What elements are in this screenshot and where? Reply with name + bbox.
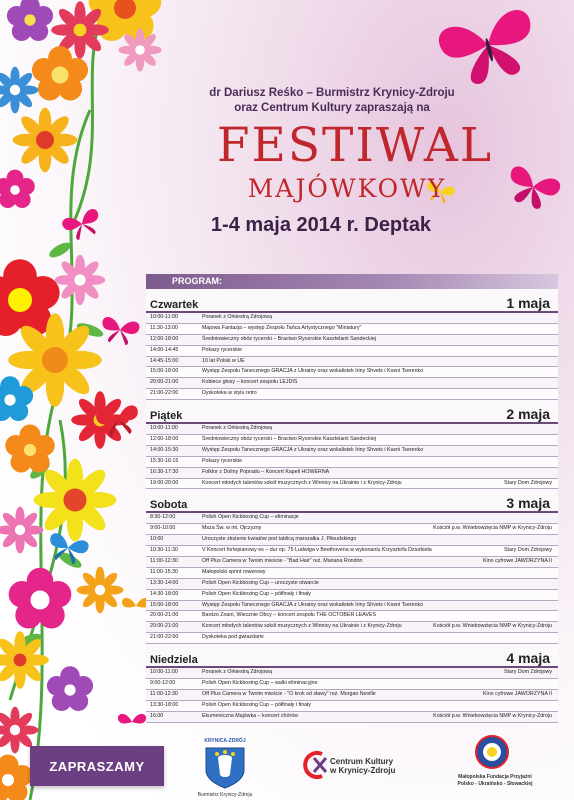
day-name: Czwartek [150, 299, 199, 311]
schedule-row [146, 313, 558, 324]
event-time: 16:30-17:30 [150, 468, 179, 475]
event-name: Kobiece głosy – koncert zespołu LEJDIS [202, 379, 298, 386]
festival-dates: 1-4 maja 2014 r. Deptak [210, 214, 432, 236]
festival-subtitle: MAJÓWKOWY [247, 174, 447, 203]
schedule-row [146, 557, 558, 568]
schedule-row [146, 378, 558, 389]
event-time: 13:30-18:00 [150, 701, 179, 708]
intro-line-1: dr Dariusz Reśko – Burmistrz Krynicy-Zdroju [209, 87, 455, 99]
event-time: 14:00-15:30 [150, 446, 179, 453]
event-place: Kino cyfrowe JAWORZYNA II [483, 558, 552, 565]
event-place [552, 424, 558, 434]
event-place [552, 346, 558, 356]
event-place: Stary Dom Zdrojowy [504, 479, 552, 486]
event-place [552, 579, 558, 589]
day-header [146, 493, 558, 513]
ck-logo-line-2: w Krynicy-Zdroju [330, 766, 396, 775]
schedule-row [146, 324, 558, 335]
day-schedule [146, 424, 558, 489]
schedule-row [146, 346, 558, 357]
event-name: Poranek z Orkiestrą Zdrojową [202, 425, 273, 432]
event-time: 15:00-18:00 [150, 368, 179, 375]
schedule-row [146, 424, 558, 435]
event-time: 21:00-22:00 [150, 390, 179, 397]
schedule-row [146, 335, 558, 346]
event-place [552, 468, 558, 478]
event-time: 12:00-18:00 [150, 335, 179, 342]
event-name: Koncert młodych talentów szkół muzycznych z Winnicy na Ukrainie i z Krynicy-Zdroju [202, 623, 402, 630]
schedule-row [146, 535, 558, 546]
day-header [146, 648, 558, 668]
schedule-row [146, 524, 558, 535]
event-name: Pokazy rycerskie [202, 346, 243, 353]
day-header [146, 293, 558, 313]
day-date: 4 maja [506, 650, 550, 667]
schedule-row [146, 446, 558, 457]
ck-logo-icon [300, 748, 330, 782]
event-place [552, 335, 558, 345]
event-time: 11:00-15:30 [150, 568, 178, 575]
coat-of-arms-icon [200, 746, 250, 790]
event-place [552, 446, 558, 456]
event-name: Dyskoteka w stylu retro [202, 390, 257, 397]
event-place: Kościół p.w. Wniebowzięcia NMP w Krynicy-Zdroju [433, 623, 552, 630]
event-name: Średniowieczny obóz rycerski – Bractwo Rycerskie Kasztelanii Sandeckiej [202, 436, 376, 443]
event-time: 15:30-16:15 [150, 457, 179, 464]
program-schedule [146, 274, 558, 719]
event-time: 11:00-12:30 [150, 690, 178, 697]
event-time: 16:00 [150, 712, 164, 719]
event-time: 20:00-21:00 [150, 623, 179, 630]
event-time: 13:30-14:00 [150, 579, 179, 586]
event-place [552, 611, 558, 621]
event-place: Stary Dom Zdrojowy [504, 547, 552, 554]
day-date: 3 maja [506, 495, 550, 512]
foundation-logo-icon [474, 734, 510, 770]
event-time: 20:00-21:00 [150, 612, 179, 619]
event-place [552, 324, 558, 334]
krynica-logo-top: KRYNICA-ZDRÓJ [204, 738, 246, 744]
schedule-row [146, 622, 558, 633]
event-name: Małopolski sprint rowerowy [202, 568, 266, 575]
event-time: 10:00 [150, 536, 164, 543]
intro-line-2: oraz Centrum Kultury zapraszają na [234, 102, 430, 114]
event-time: 8:30-12:00 [150, 514, 176, 521]
event-name: Bardzo Znani, Wiecznie Obcy – koncert zespołu THE OCTOBER LEAVES [202, 612, 376, 619]
schedule-row [146, 579, 558, 590]
day-date: 1 maja [506, 295, 550, 311]
event-name: Off Plus Camera w Twoim mieście - "O krok od sławy" reż. Morgan Neville [202, 690, 376, 697]
event-place [552, 535, 558, 545]
event-place: Stary Dom Zdrojowy [504, 669, 552, 676]
foundation-logo [450, 734, 540, 796]
event-time: 10:00-11:00 [150, 425, 178, 432]
event-place [552, 601, 558, 611]
event-name: Poranek z Orkiestrą Zdrojową [202, 314, 273, 320]
event-time: 12:00-18:00 [150, 436, 179, 443]
krynica-logo [197, 738, 253, 798]
day-name: Sobota [150, 499, 188, 512]
event-time: 15:00-18:00 [150, 601, 179, 608]
event-name: Polish Open Kickboxing Cup – walki eliminacyjne [202, 680, 318, 687]
event-name: Polish Open Kickboxing Cup – półfinały i finały [202, 590, 311, 597]
event-place [552, 701, 558, 711]
schedule-row [146, 601, 558, 612]
event-place [552, 590, 558, 600]
schedule-row [146, 357, 558, 368]
event-name: Pokazy rycerskie [202, 457, 243, 464]
event-name: Występ Zespołu Tanecznego GRACJA z Ukrainy oraz wokalistek Iriny Shvets i Kseni Tserenko [202, 368, 424, 375]
event-name: Poranek z Orkiestrą Zdrojową [202, 669, 273, 676]
event-place [552, 457, 558, 467]
event-place [552, 378, 558, 388]
event-name: Polish Open Kickboxing Cup – półfinały i finały [202, 701, 311, 708]
event-place [552, 568, 558, 578]
event-place [552, 313, 558, 323]
event-place [552, 367, 558, 377]
day-schedule [146, 513, 558, 644]
event-name: Polish Open Kickboxing Cup – uroczyste otwarcie [202, 579, 319, 586]
event-time: 11:30-13:00 [150, 324, 178, 331]
foundation-logo-line-1: Małopolska Fundacja Przyjaźni [458, 774, 532, 780]
event-name: V Koncert fortepianowy es – dur op. 75 Ludwiga v Beethovena w wykonaniu Krzysztofa Dziurbieła [202, 547, 432, 554]
schedule-row [146, 701, 558, 712]
schedule-row [146, 712, 558, 723]
event-time: 19:00-20:00 [150, 479, 179, 486]
event-name: Polish Open Kickboxing Cup – eliminacje [202, 514, 299, 521]
event-time: 21:00-22:00 [150, 634, 179, 641]
event-place: Kino cyfrowe JAWORZYNA II [483, 690, 552, 697]
event-place [552, 633, 558, 643]
event-time: 10:00-11:00 [150, 669, 178, 676]
event-time: 10:00-11:00 [150, 314, 178, 320]
festival-title: FESTIWAL [216, 118, 494, 173]
event-name: Off Plus Camera w Twoim mieście - "Bad Hair" reż. Mariana Rondón [202, 558, 363, 565]
schedule-row [146, 389, 558, 400]
event-time: 14:00-14:45 [150, 346, 179, 353]
event-name: Dyskoteka pod gwiazdami [202, 634, 264, 641]
day-schedule [146, 668, 558, 722]
day-header [146, 404, 558, 424]
event-time: 10:30-11:30 [150, 547, 178, 554]
day-name: Piątek [150, 410, 183, 423]
event-place [552, 679, 558, 689]
event-time: 14:30-18:00 [150, 590, 179, 597]
schedule-row [146, 690, 558, 701]
schedule-row [146, 590, 558, 601]
event-time: 20:00-21:00 [150, 379, 179, 386]
event-name: Średniowieczny obóz rycerski – Bractwo Rycerskie Kasztelanii Sandeckiej [202, 335, 376, 342]
organizer-intro [0, 86, 574, 116]
event-place: Kościół p.w. Wniebowzięcia NMP w Krynicy-Zdroju [433, 712, 552, 719]
event-name: Występ Zespołu Tanecznego GRACJA z Ukrainy oraz wokalistek Iriny Shvets i Kseni Tserenko [202, 601, 424, 608]
schedule-row [146, 568, 558, 579]
schedule-row [146, 435, 558, 446]
foundation-logo-line-2: Polsko - Ukraińsko - Słowackiej [457, 781, 533, 787]
event-time: 11:00-12:30 [150, 558, 178, 565]
schedule-row [146, 367, 558, 378]
event-name: Folklor z Doliny Popradu – Koncert Kapeli HOWERNA [202, 468, 330, 475]
event-name: Majowa Fantazja – występ Zespołu Tańca Artystycznego "Miniatury" [202, 324, 362, 331]
event-name: 10 lat Polski w UE [202, 357, 245, 364]
event-name: Występ Zespołu Tanecznego GRACJA z Ukrainy oraz wokalistek Iriny Shvets i Kseni Tserenko [202, 446, 424, 453]
ck-logo-line-1: Centrum Kultury [330, 757, 394, 766]
zapraszamy-button: ZAPRASZAMY [30, 746, 164, 786]
day-date: 2 maja [506, 406, 550, 423]
program-label: PROGRAM: [146, 274, 558, 289]
event-place [552, 513, 558, 523]
schedule-row [146, 546, 558, 557]
event-time: 9:00-12:00 [150, 680, 176, 687]
event-place [552, 389, 558, 399]
schedule-row [146, 611, 558, 622]
schedule-row [146, 457, 558, 468]
schedule-row [146, 679, 558, 690]
event-place [552, 357, 558, 367]
event-time: 14:45-15:00 [150, 357, 179, 364]
day-name: Niedziela [150, 654, 198, 667]
schedule-row [146, 479, 558, 490]
event-place: Kościół p.w. Wniebowzięcia NMP w Krynicy-Zdroju [433, 525, 552, 532]
schedule-row [146, 468, 558, 479]
schedule-row [146, 513, 558, 524]
event-place [552, 435, 558, 445]
event-name: Koncert młodych talentów szkół muzycznych z Winnicy na Ukrainie i z Krynicy-Zdroju [202, 479, 402, 486]
schedule-row [146, 633, 558, 644]
event-name: Msza Św. w int. Ojczyzny [202, 525, 262, 532]
day-schedule [146, 313, 558, 400]
krynica-logo-bottom: Burmistrz Krynicy-Zdroju [197, 792, 253, 798]
event-name: Ekumeniczna Majówka – koncert chórów [202, 712, 298, 719]
event-time: 9:00-10:00 [150, 525, 176, 532]
centrum-kultury-logo [300, 748, 400, 788]
schedule-row [146, 668, 558, 679]
event-name: Uroczyste złożenie kwiatów pod tablicą marszałka J. Piłsudskiego [202, 536, 357, 543]
